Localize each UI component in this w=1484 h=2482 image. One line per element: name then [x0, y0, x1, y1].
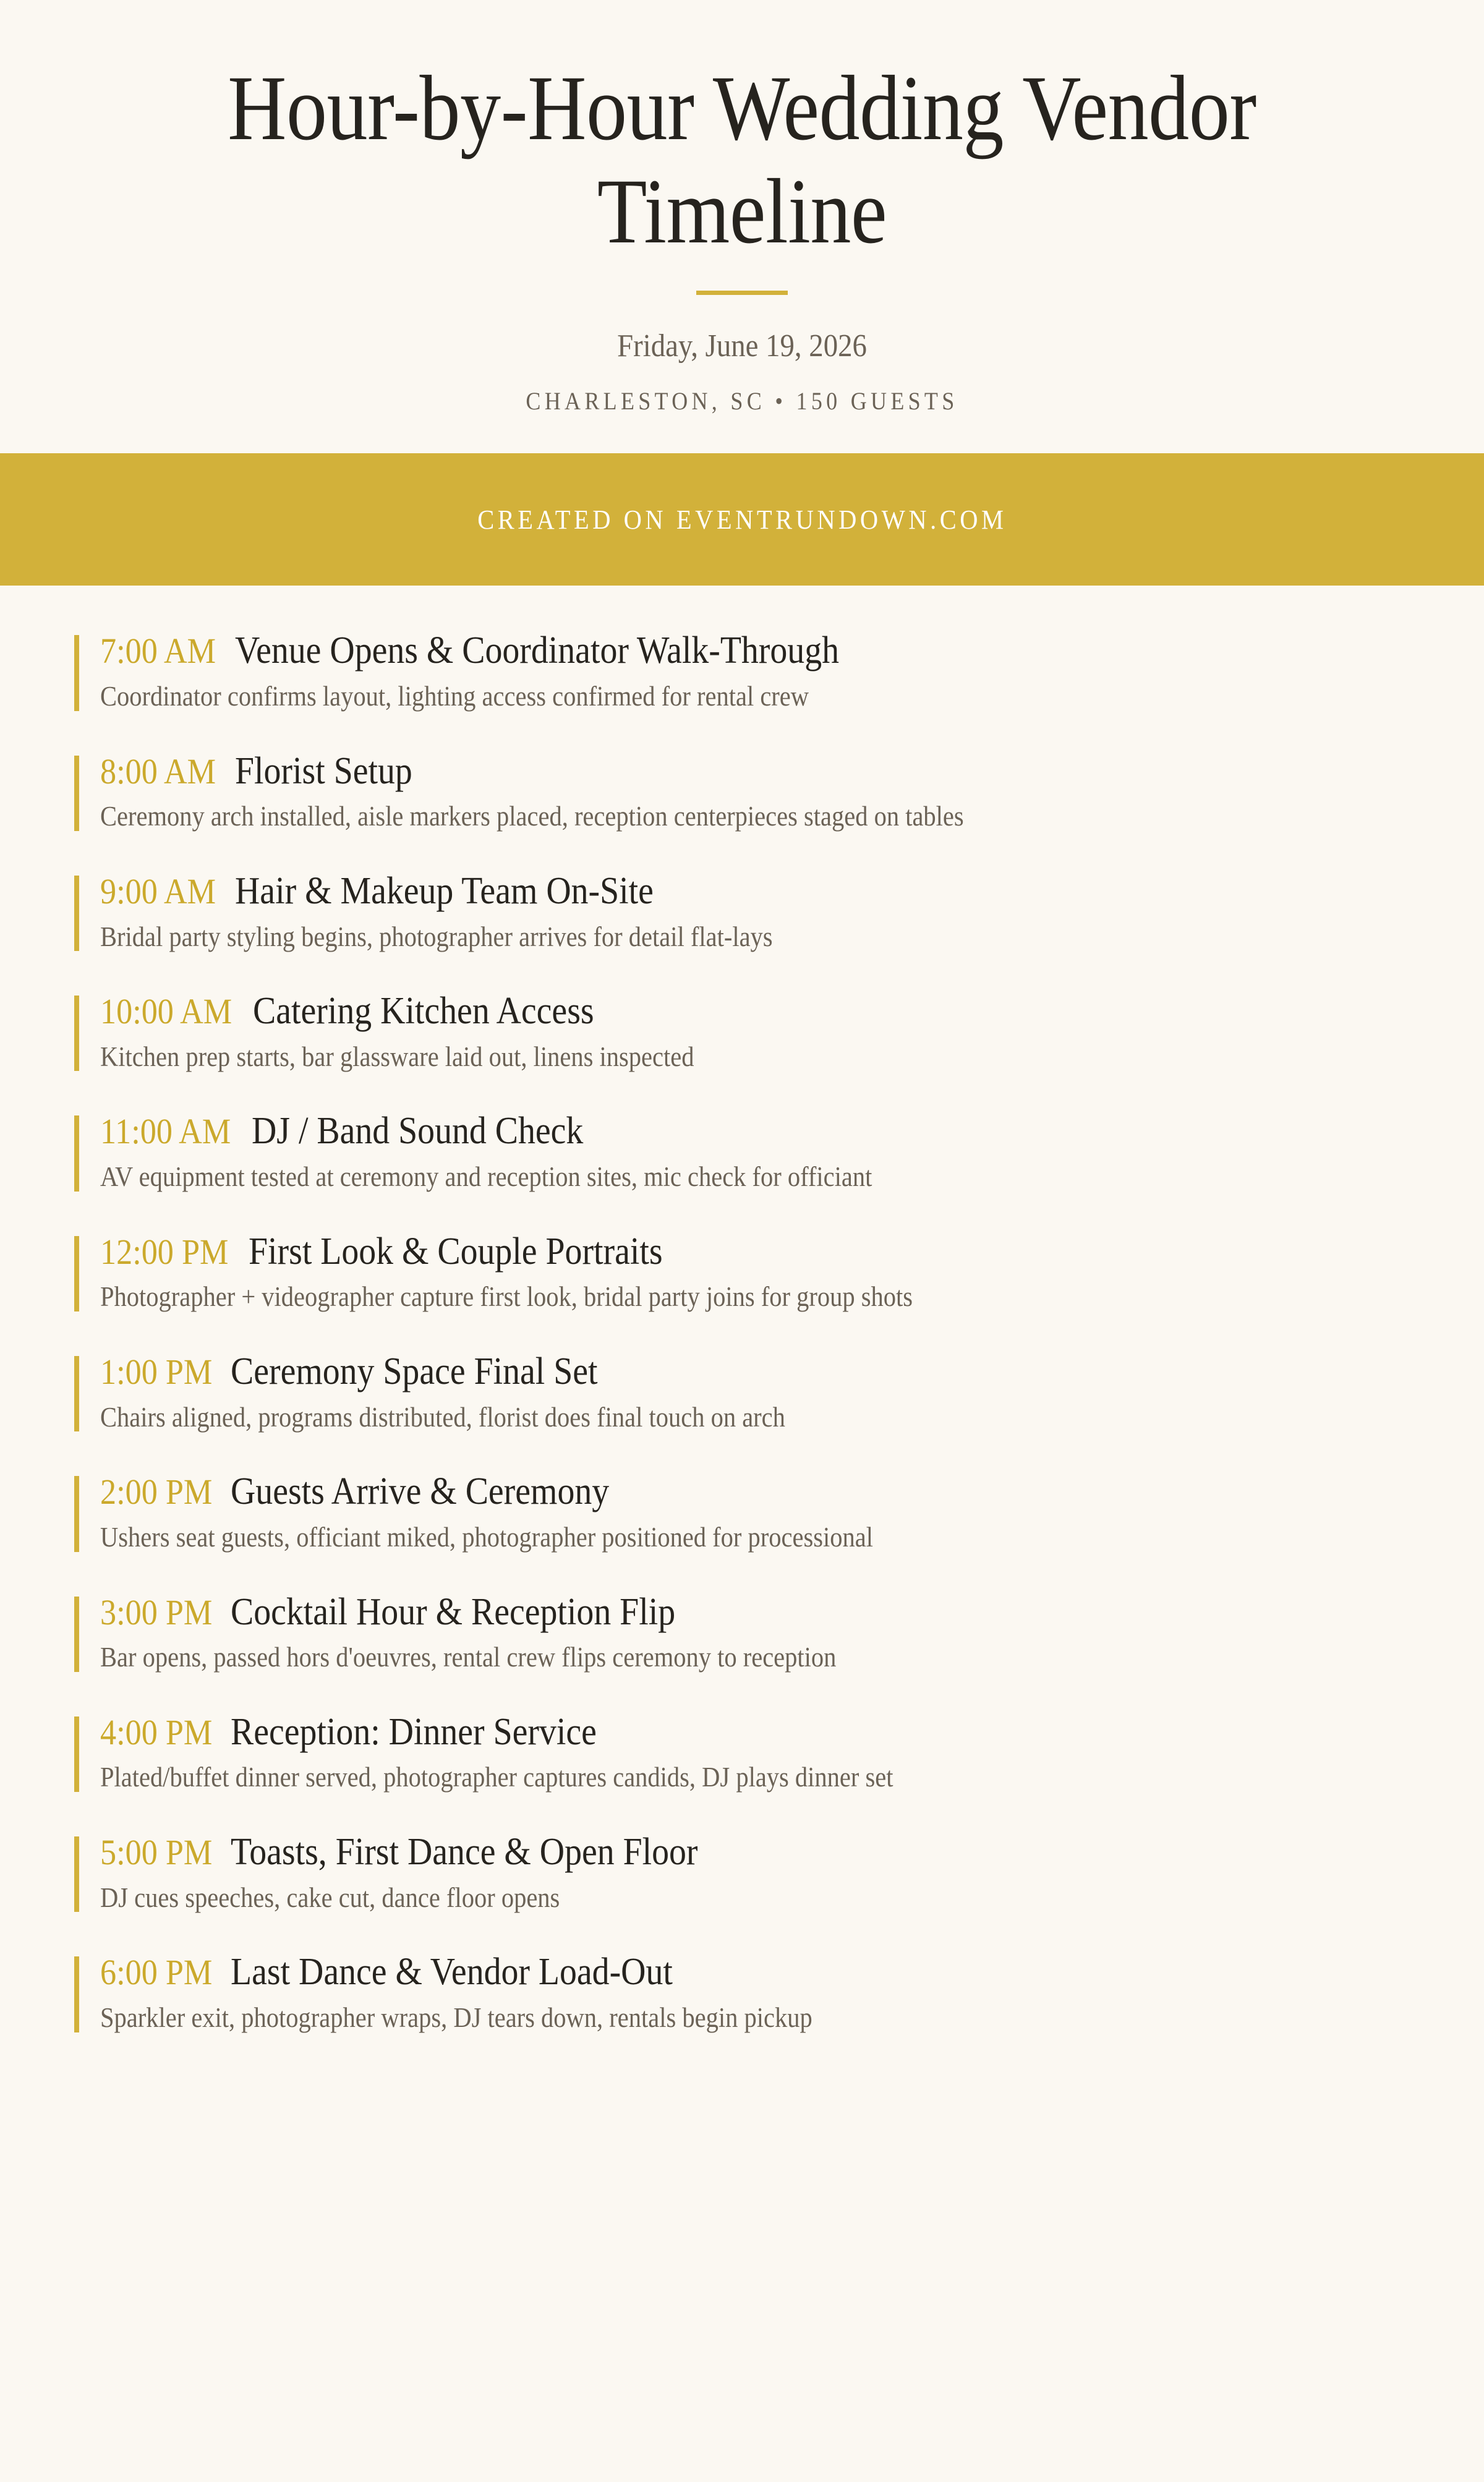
- attribution-banner: [0, 453, 1484, 586]
- timeline-entry-heading: [100, 869, 1391, 913]
- timeline-entry-heading: [100, 1830, 1391, 1874]
- timeline-accent-bar: [74, 1476, 79, 1551]
- title-divider: [696, 291, 788, 295]
- timeline-entry-heading: [100, 989, 1391, 1033]
- timeline-entry-title: DJ / Band Sound Check: [251, 1110, 584, 1153]
- timeline-entry-title: Ceremony Space Final Set: [231, 1350, 598, 1392]
- timeline-accent-bar: [74, 1717, 79, 1792]
- timeline-entry-title: Last Dance & Vendor Load-Out: [231, 1951, 673, 1994]
- timeline-entry-description: AV equipment tested at ceremony and reception sites, mic check for officiant: [100, 1161, 872, 1193]
- timeline-entry-heading: [100, 1590, 1391, 1634]
- page-title: Hour-by-Hour Wedding Vendor Timeline: [228, 57, 1256, 263]
- timeline-entry-heading: [100, 1470, 1391, 1514]
- timeline-entry-title: Reception: Dinner Service: [231, 1710, 597, 1753]
- timeline-accent-bar: [74, 1597, 79, 1672]
- timeline-entry-time: 4:00 PM: [100, 1712, 213, 1752]
- timeline-entry-title: Venue Opens & Coordinator Walk-Through: [234, 629, 839, 672]
- timeline-entry: [74, 989, 1391, 1075]
- timeline-entry-title: Hair & Makeup Team On-Site: [234, 869, 654, 912]
- timeline-accent-bar: [74, 1836, 79, 1912]
- event-location-guests: CHARLESTON, SC • 150 GUESTS: [526, 387, 958, 416]
- timeline-entry-title: First Look & Couple Portraits: [249, 1230, 663, 1273]
- timeline-entry: [74, 1230, 1391, 1315]
- timeline-entry-time: 9:00 AM: [100, 871, 216, 911]
- timeline-entry: [74, 869, 1391, 955]
- timeline-entry-description: Chairs aligned, programs distributed, florist does final touch on arch: [100, 1401, 785, 1433]
- timeline-entry-heading: [100, 1230, 1391, 1274]
- timeline-entry-description: Plated/buffet dinner served, photographer captures candids, DJ plays dinner set: [100, 1762, 893, 1793]
- timeline-accent-bar: [74, 635, 79, 710]
- timeline-entry-time: 5:00 PM: [100, 1832, 213, 1873]
- timeline-entry-title: Cocktail Hour & Reception Flip: [231, 1590, 676, 1633]
- timeline-accent-bar: [74, 1956, 79, 2032]
- timeline-entry-title: Toasts, First Dance & Open Floor: [231, 1831, 698, 1874]
- timeline-entry-description: Ceremony arch installed, aisle markers placed, reception centerpieces staged on tables: [100, 801, 964, 832]
- timeline-accent-bar: [74, 1356, 79, 1431]
- timeline-entry-title: Florist Setup: [234, 749, 412, 792]
- timeline-accent-bar: [74, 1115, 79, 1191]
- timeline-entry: [74, 1470, 1391, 1555]
- timeline-entry: [74, 629, 1391, 714]
- timeline-entry: [74, 1950, 1391, 2036]
- timeline-entry-time: 2:00 PM: [100, 1472, 213, 1512]
- timeline-accent-bar: [74, 756, 79, 831]
- timeline-entry: [74, 1109, 1391, 1195]
- timeline-entry-time: 1:00 PM: [100, 1351, 213, 1392]
- timeline-entry-description: Photographer + videographer capture first look, bridal party joins for group shots: [100, 1281, 913, 1313]
- timeline-entry-title: Guests Arrive & Ceremony: [231, 1470, 610, 1513]
- timeline-entry-description: Bar opens, passed hors d'oeuvres, rental crew flips ceremony to reception: [100, 1642, 837, 1673]
- timeline-entry-heading: [100, 1950, 1391, 1994]
- timeline-entry-description: DJ cues speeches, cake cut, dance floor opens: [100, 1882, 560, 1913]
- timeline-entry: [74, 1830, 1391, 1916]
- timeline-entry-heading: [100, 1350, 1391, 1394]
- timeline-entry: [74, 1710, 1391, 1796]
- timeline-entry-time: 8:00 AM: [100, 751, 216, 791]
- timeline-entry-heading: [100, 629, 1391, 673]
- timeline-entry-time: 3:00 PM: [100, 1592, 213, 1632]
- timeline-accent-bar: [74, 876, 79, 951]
- timeline-list: [0, 586, 1484, 2036]
- timeline-entry-heading: [100, 1710, 1391, 1754]
- timeline-entry-time: 7:00 AM: [100, 631, 216, 672]
- timeline-entry-time: 10:00 AM: [100, 991, 232, 1032]
- timeline-entry-description: Sparkler exit, photographer wraps, DJ tears down, rentals begin pickup: [100, 2002, 812, 2033]
- timeline-entry: [74, 749, 1391, 835]
- timeline-entry-heading: [100, 749, 1391, 793]
- timeline-entry: [74, 1590, 1391, 1676]
- timeline-entry-description: Ushers seat guests, officiant miked, photographer positioned for processional: [100, 1521, 873, 1553]
- timeline-entry-description: Coordinator confirms layout, lighting access confirmed for rental crew: [100, 681, 809, 712]
- timeline-entry-description: Kitchen prep starts, bar glassware laid out, linens inspected: [100, 1041, 694, 1072]
- timeline-accent-bar: [74, 1236, 79, 1311]
- timeline-entry-heading: [100, 1109, 1391, 1153]
- timeline-entry-time: 6:00 PM: [100, 1952, 213, 1993]
- timeline-entry-title: Catering Kitchen Access: [252, 990, 594, 1033]
- attribution-banner-text: CREATED ON EVENTRUNDOWN.COM: [477, 504, 1007, 535]
- timeline-entry-time: 11:00 AM: [100, 1111, 231, 1152]
- event-date: Friday, June 19, 2026: [617, 328, 867, 364]
- header: [0, 0, 1484, 416]
- timeline-accent-bar: [74, 996, 79, 1071]
- timeline-entry: [74, 1350, 1391, 1435]
- timeline-entry-time: 12:00 PM: [100, 1231, 229, 1272]
- timeline-entry-description: Bridal party styling begins, photographer arrives for detail flat-lays: [100, 921, 773, 952]
